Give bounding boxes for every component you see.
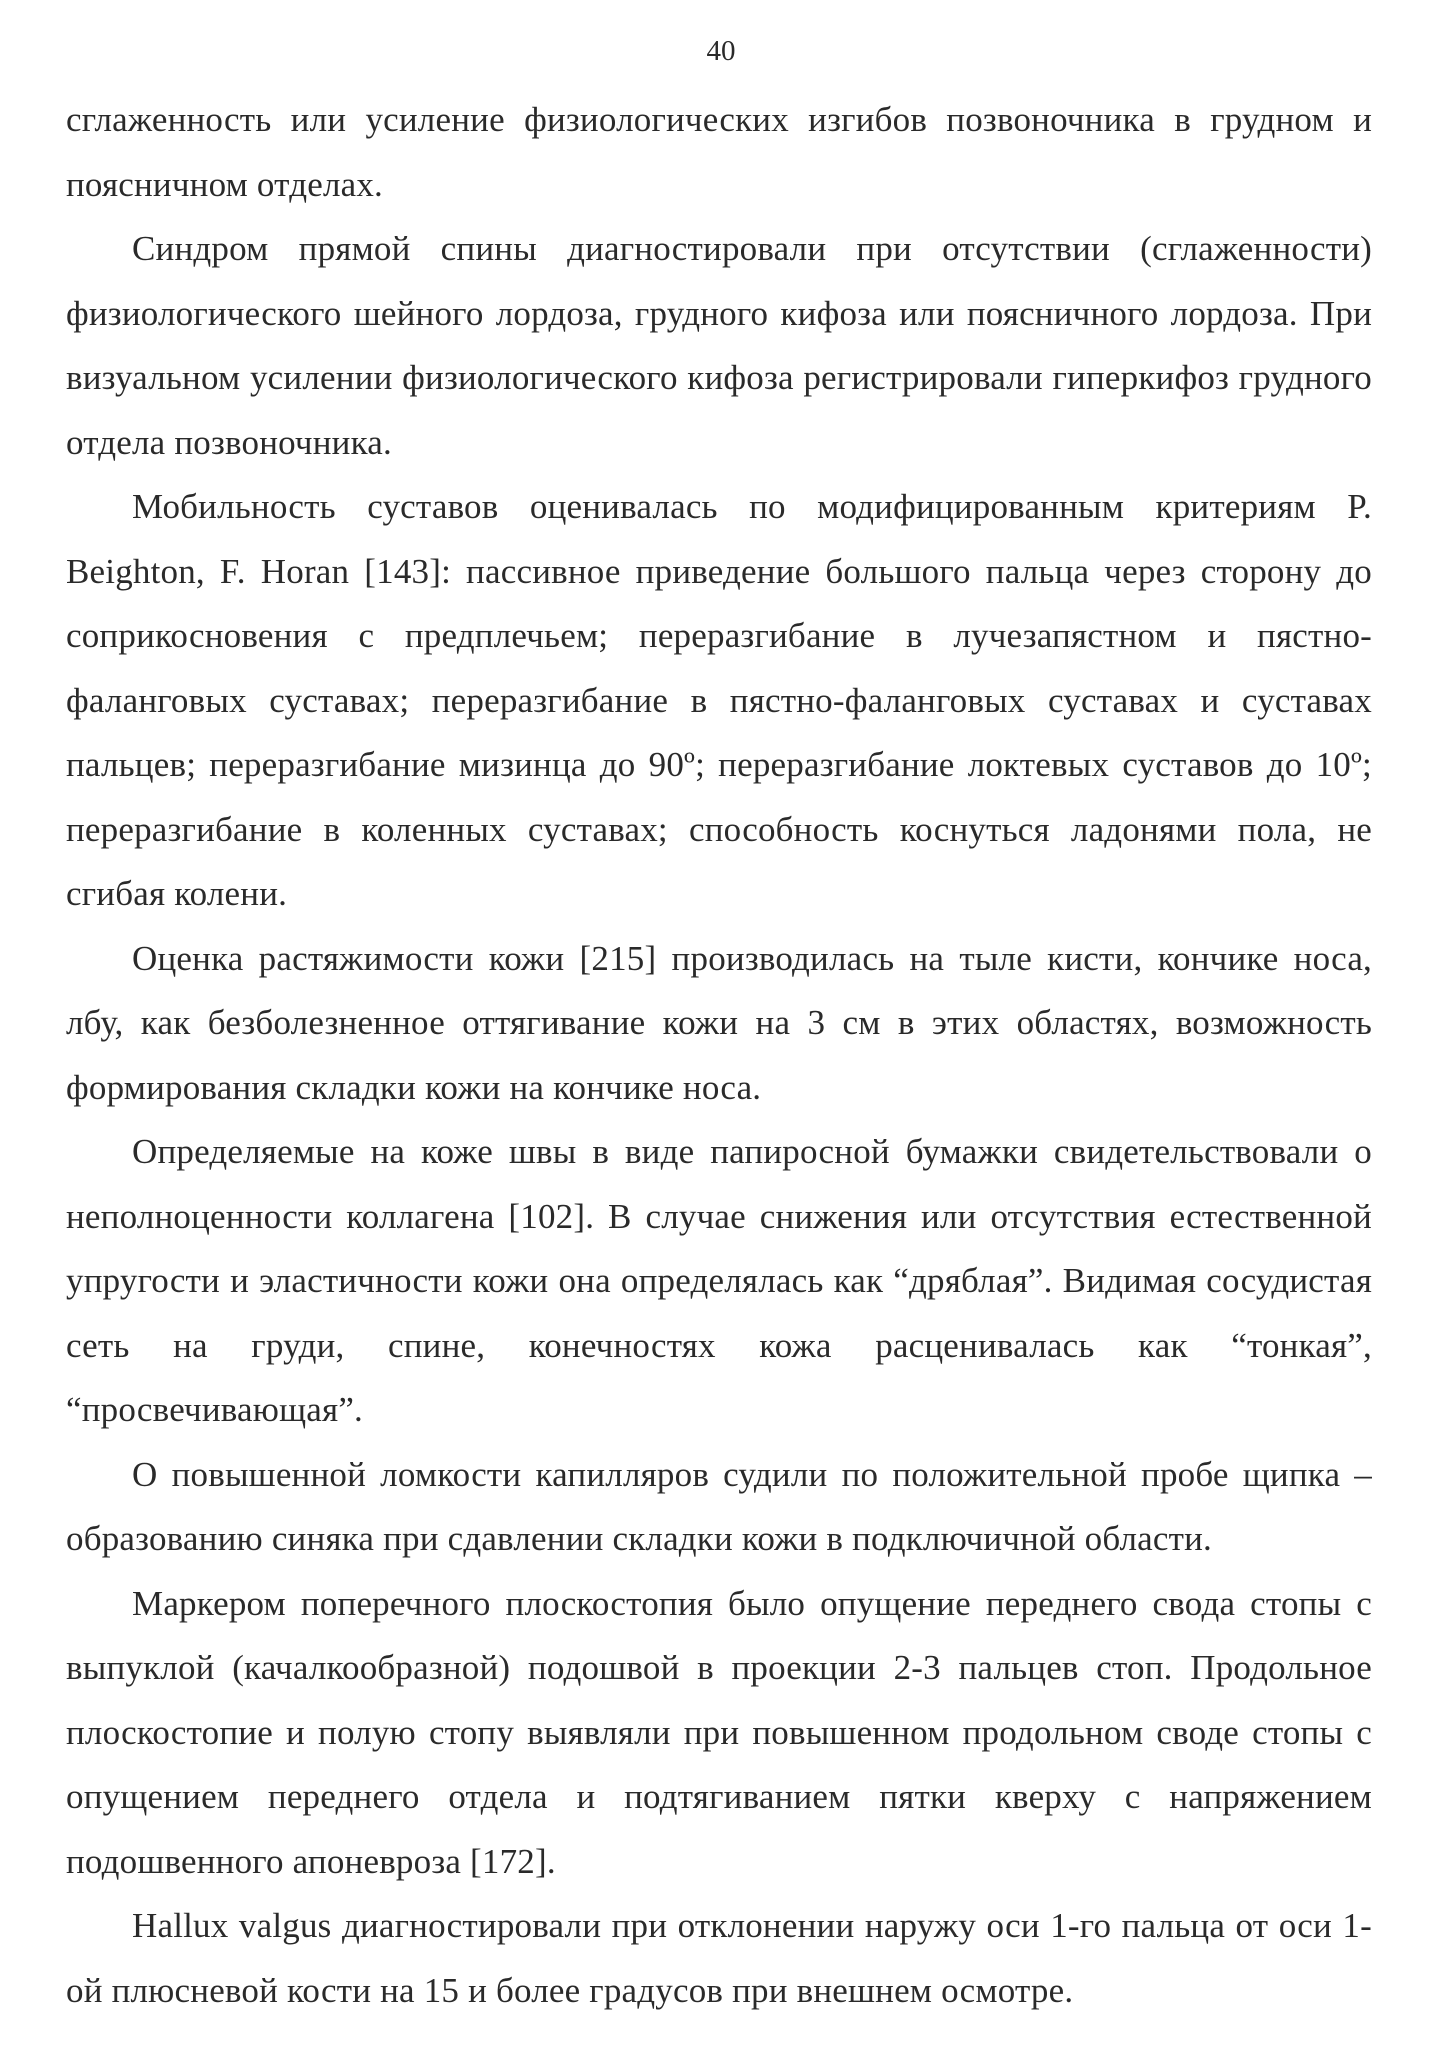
paragraph-skin-extensibility: Оценка растяжимости кожи [215] производилась на тыле кисти, кончике носа, лбу, как безболезненное оттягивание кожи на 3 см в этих областях, возможность формирования складки кожи на кончике носа. — [66, 938, 1372, 1107]
body-text — [66, 88, 1372, 2023]
paragraph-flat-foot: Маркером поперечного плоскостопия было опущение переднего свода стопы с выпуклой (качалкообразной) подошвой в проекции 2-3 пальцев стоп. Продольное плоскостопие и полую стопу выявляли при повышенном продольном своде стопы с опущением переднего отдела и подтягиванием пятки кверху с напряжением подошвенного апоневроза [172]. — [66, 1583, 1372, 1881]
paragraph-hallux-valgus: Hallux valgus диагностировали при отклонении наружу оси 1-го пальца от оси 1-ой плюсневой кости на 15 и более градусов при внешнем осмотре. — [66, 1906, 1372, 2010]
paragraph-joint-mobility: Мобильность суставов оценивалась по модифицированным критериям P. Beighton, F. Horan [143]: пассивное приведение большого пальца через сторону до соприкосновения с предплечьем; переразгибание в лучезапястном и пястно-фаланговых суставах; переразгибание в пястно-фаланговых суставах и суставах пальцев; переразгибание мизинца до 90º; переразгибание локтевых суставов до 10º; переразгибание в коленных суставах; способность коснуться ладонями пола, не сгибая колени. — [66, 487, 1372, 913]
paragraph-capillary-fragility: О повышенной ломкости капилляров судили по положительной пробе щипка – образованию синяка при сдавлении складки кожи в подключичной области. — [66, 1454, 1372, 1558]
paragraph-straight-back-syndrome: Синдром прямой спины диагностировали при отсутствии (сглаженности) физиологического шейного лордоза, грудного кифоза или поясничного лордоза. При визуальном усилении физиологического кифоза регистрировали гиперкифоз грудного отдела позвоночника. — [66, 229, 1372, 462]
paragraph-continuation: сглаженность или усиление физиологических изгибов позвоночника в грудном и поясничном отделах. — [66, 100, 1372, 204]
page-number: 40 — [706, 35, 736, 67]
paragraph-skin-scars: Определяемые на коже швы в виде папиросной бумажки свидетельствовали о неполноценности коллагена [102]. В случае снижения или отсутствия естественной упругости и эластичности кожи она определялась как “дряблая”. Видимая сосудистая сеть на груди, спине, конечностях кожа расценивалась как “тонкая”, “просвечивающая”. — [66, 1132, 1372, 1429]
